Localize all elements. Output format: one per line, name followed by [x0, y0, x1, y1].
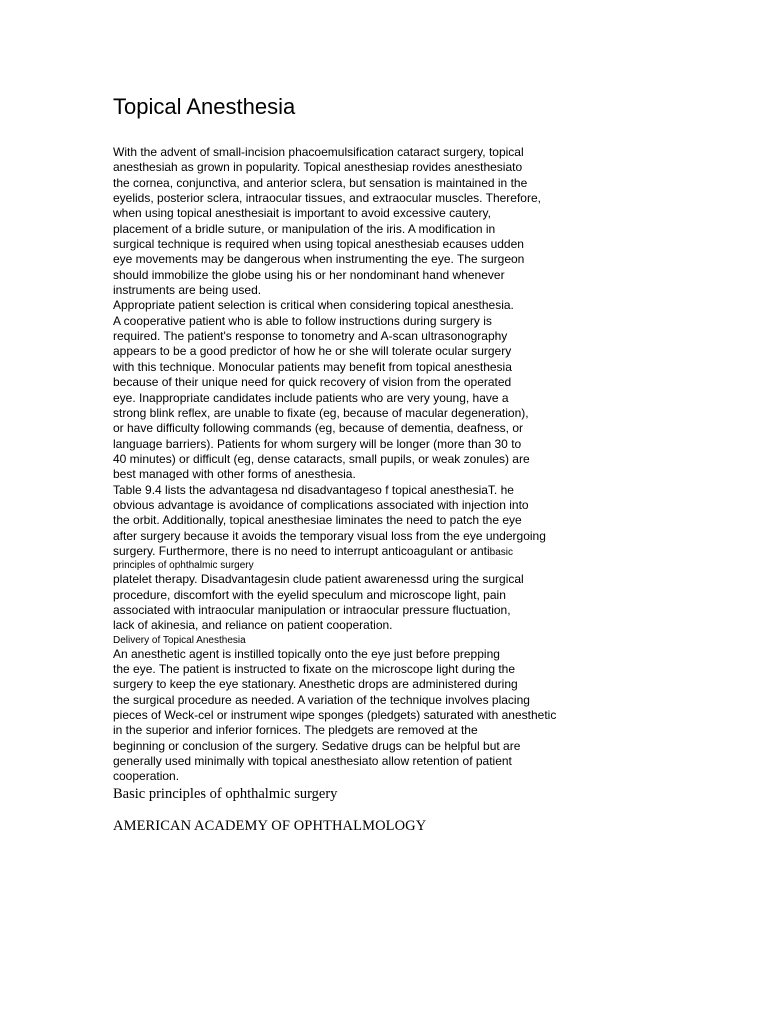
document-page [113, 0, 763, 1024]
body-line-5: when using topical anesthesiait is important to avoid excessive cautery, [113, 206, 491, 221]
body-line-15: with this technique. Monocular patients may benefit from topical anesthesia [113, 359, 512, 374]
body-line-c-5: pieces of Weck-cel or instrument wipe sponges (pledgets) saturated with anesthetic [113, 708, 557, 723]
body-line-16: because of their unique need for quick recovery of vision from the operated [113, 375, 512, 390]
body-line-24: obvious advantage is avoidance of complications associated with injection into [113, 497, 529, 512]
body-line-c-4: the surgical procedure as needed. A variation of the technique involves placing [113, 692, 530, 707]
body-line-c-8: generally used minimally with topical anesthesiato allow retention of patient [113, 754, 512, 769]
body-line-c-2: the eye. The patient is instructed to fixate on the microscope light during the [113, 662, 516, 676]
page-title: Topical Anesthesia [113, 94, 296, 119]
body-line-12: A cooperative patient who is able to follow instructions during surgery is [113, 313, 492, 328]
body-line-anticoagulant-text: surgery. Furthermore, there is no need to interrupt anticoagulant or anti [113, 543, 490, 558]
body-line-26: after surgery because it avoids the temporary visual loss from the eye undergoing [113, 528, 546, 543]
body-line-b-4: lack of akinesia, and reliance on patient cooperation. [113, 618, 393, 633]
body-line-8: eye movements may be dangerous when instrumenting the eye. The surgeon [113, 252, 525, 267]
body-line-b-2: procedure, discomfort with the eyelid speculum and microscope light, pain [113, 587, 506, 602]
small-heading-principles: principles of ophthalmic surgery [113, 560, 254, 572]
body-line-2: anesthesiah as grown in popularity. Topical anesthesiap rovides anesthesiato [113, 160, 523, 175]
body-line-18: strong blink reflex, are unable to fixate (eg, because of macular degeneration), [113, 405, 529, 420]
body-line-c-6: in the superior and inferior fornices. The pledgets are removed at the [113, 723, 478, 738]
body-line-c-9: cooperation. [113, 769, 180, 784]
body-line-13: required. The patient's response to tonometry and A-scan ultrasonography [113, 329, 508, 344]
body-line-19: or have difficulty following commands (eg, because of dementia, deafness, or [113, 421, 524, 436]
footer-organization: AMERICAN ACADEMY OF OPHTHALMOLOGY [113, 818, 427, 834]
body-line-6: placement of a bridle suture, or manipulation of the iris. A modification in [113, 221, 496, 236]
body-line-b-3: associated with intraocular manipulation or intraocular pressure fluctuation, [113, 602, 511, 617]
paragraph-block-2 [113, 572, 556, 633]
document-body [113, 145, 556, 785]
body-line-23: Table 9.4 lists the advantagesa nd disadvantageso f topical anesthesiaT. he [113, 482, 514, 497]
body-line-c-7: beginning or conclusion of the surgery. Sedative drugs can be helpful but are [113, 738, 521, 753]
body-line-9: should immobilize the globe using his or her nondominant hand whenever [113, 267, 505, 282]
body-line-22: best managed with other forms of anesthesia. [113, 467, 356, 482]
body-line-7: surgical technique is required when using topical anesthesiab ecauses udden [113, 237, 524, 252]
body-line-b-1: platelet therapy. Disadvantagesin clude patient awarenessd uring the surgical [113, 572, 524, 587]
body-line-25: the orbit. Additionally, topical anesthesiae liminates the need to patch the eye [113, 513, 522, 528]
body-line-1: With the advent of small-incision phacoemulsification cataract surgery, topical [113, 145, 524, 159]
body-line-4: eyelids, posterior sclera, intraocular tissues, and extraocular muscles. Therefore, [113, 191, 541, 206]
body-line-c-3: surgery to keep the eye stationary. Anesthetic drops are administered during [113, 677, 518, 692]
body-line-10: instruments are being used. [113, 283, 262, 298]
body-line-anticoagulant-small: basic [489, 546, 514, 558]
body-line-c-1: An anesthetic agent is instilled topically onto the eye just before prepping [113, 646, 500, 661]
paragraph-block-1 [113, 145, 556, 544]
body-line-17: eye. Inappropriate candidates include patients who are very young, have a [113, 390, 509, 405]
body-line-20: language barriers). Patients for whom surgery will be longer (more than 30 to [113, 436, 522, 451]
body-line-11: Appropriate patient selection is critical when considering topical anesthesia. [113, 298, 514, 313]
body-line-anticoagulant [113, 544, 556, 559]
paragraph-block-3 [113, 647, 556, 785]
body-line-3: the cornea, conjunctiva, and anterior sclera, but sensation is maintained in the [113, 175, 528, 190]
small-heading-delivery: Delivery of Topical Anesthesia [113, 634, 246, 646]
body-line-21: 40 minutes) or difficult (eg, dense cataracts, small pupils, or weak zonules) are [113, 451, 530, 466]
footer-subtitle: Basic principles of ophthalmic surgery [113, 786, 338, 802]
body-line-14: appears to be a good predictor of how he or she will tolerate ocular surgery [113, 344, 512, 359]
